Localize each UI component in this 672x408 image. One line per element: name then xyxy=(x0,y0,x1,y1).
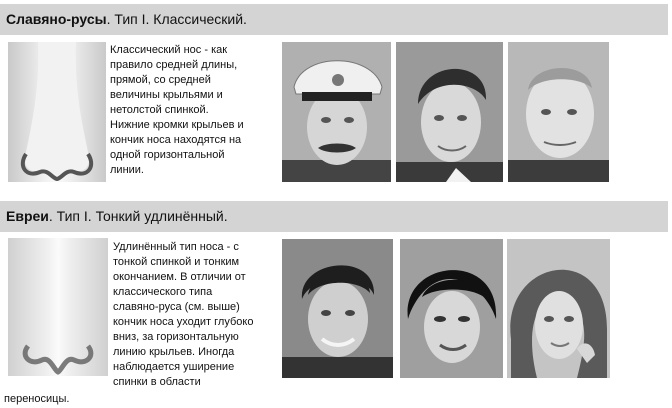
section-header-slavic xyxy=(0,4,668,35)
portrait-photo xyxy=(282,239,393,378)
description-line: Классический нос - как xyxy=(110,44,228,56)
description-line: наблюдается уширение xyxy=(113,361,235,373)
section-header-jewish xyxy=(0,201,668,232)
description-line: Нижние кромки крыльев и xyxy=(110,119,244,131)
description-line: Удлинённый тип носа - с xyxy=(113,241,239,253)
description-line: славяно-руса (см. выше) xyxy=(113,301,240,313)
description-line: одной горизонтальной xyxy=(110,149,225,161)
description-elongated xyxy=(113,240,253,390)
description-line: тонкой спинкой и тонким xyxy=(113,256,240,268)
section-title-rest: . Тип I. Классический. xyxy=(106,11,247,27)
description-classic xyxy=(110,43,244,178)
nose-illustration-classic xyxy=(8,42,106,182)
section-title-bold: Евреи xyxy=(6,208,49,224)
description-line: кончик носа находятся на xyxy=(110,134,242,146)
description-line: спинки в области xyxy=(113,376,201,388)
description-line: линии. xyxy=(110,164,144,176)
description-line: вниз, за горизонтальную xyxy=(113,331,239,343)
description-line: величины крыльями и xyxy=(110,89,223,101)
description-tail: переносицы. xyxy=(4,393,70,405)
portrait-photo xyxy=(396,42,503,182)
section-title-bold: Славяно-русы xyxy=(6,11,107,27)
portrait-photo xyxy=(507,239,610,378)
description-line: линию крыльев. Иногда xyxy=(113,346,235,358)
portrait-photo xyxy=(282,42,391,182)
nose-illustration-elongated xyxy=(8,238,108,376)
description-line: нетолстой спинкой. xyxy=(110,104,209,116)
portrait-photo xyxy=(400,239,503,378)
portrait-photo xyxy=(508,42,609,182)
section-title-rest: . Тип I. Тонкий удлинённый. xyxy=(48,208,228,224)
description-line: окончанием. В отличии от xyxy=(113,271,246,283)
description-line: правило средней длины, xyxy=(110,59,238,71)
description-line: прямой, со средней xyxy=(110,74,211,86)
description-line: классического типа xyxy=(113,286,213,298)
description-line: кончик носа уходит глубоко xyxy=(113,316,254,328)
